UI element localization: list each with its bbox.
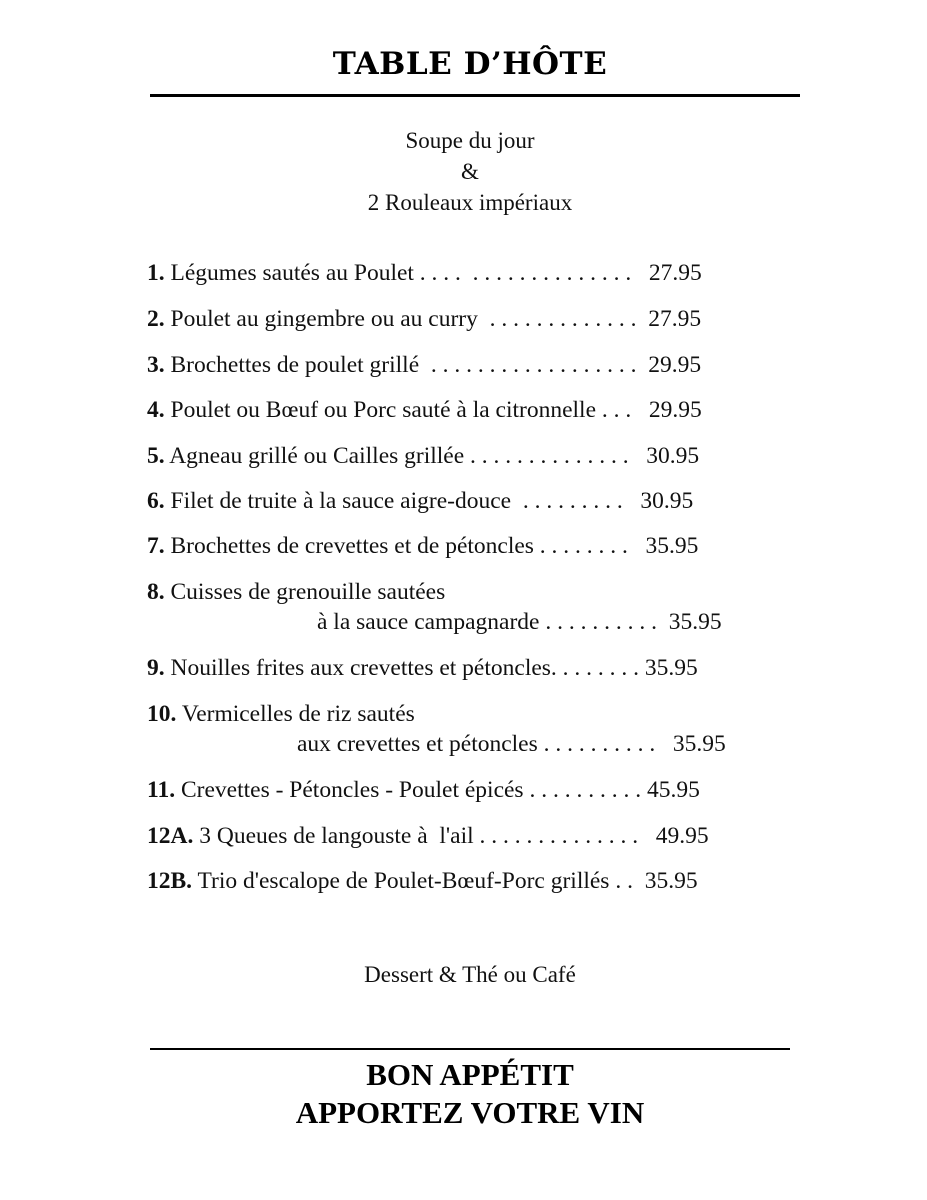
item-text: Cuisses de grenouille sautées xyxy=(164,579,446,605)
intro-rolls: 2 Rouleaux impériaux xyxy=(367,190,573,215)
item-number: 12A. xyxy=(147,823,194,849)
item-number: 8. xyxy=(147,579,165,605)
bottom-divider xyxy=(150,1048,790,1050)
item-number: 2. xyxy=(147,306,165,332)
menu-item xyxy=(147,655,698,682)
menu-item xyxy=(147,777,700,804)
item-number: 5. xyxy=(147,443,165,469)
item-text: Agneau grillé ou Cailles grillée . . . . . . . . . . . . . . 30.95 xyxy=(164,443,700,469)
intro-soup: Soupe du jour xyxy=(405,128,535,153)
item-text: Poulet ou Bœuf ou Porc sauté à la citronnelle . . . 29.95 xyxy=(164,397,702,423)
menu-title: TABLE D’HÔTE xyxy=(332,46,608,82)
item-text: Filet de truite à la sauce aigre-douce . . . . . . . . . 30.95 xyxy=(164,488,694,514)
menu-item xyxy=(147,352,701,379)
menu-item xyxy=(147,306,701,333)
item-number: 3. xyxy=(147,352,165,378)
item-continuation: à la sauce campagnarde . . . . . . . . . . 35.95 xyxy=(317,609,722,635)
item-number: 11. xyxy=(147,777,176,803)
item-number: 1. xyxy=(147,260,165,286)
item-number: 10. xyxy=(147,701,177,727)
item-text: 3 Queues de langouste à l'ail . . . . . . . . . . . . . . 49.95 xyxy=(193,823,709,849)
item-text: Légumes sautés au Poulet . . . . . . . . . . . . . . . . . . 27.95 xyxy=(164,260,702,286)
item-text: Crevettes - Pétoncles - Poulet épicés . . . . . . . . . . 45.95 xyxy=(175,777,700,803)
menu-item xyxy=(147,397,702,424)
item-continuation: aux crevettes et pétoncles . . . . . . . . . . 35.95 xyxy=(297,731,726,757)
footer-bon-appetit: BON APPÉTIT xyxy=(366,1057,574,1092)
intro-ampersand: & xyxy=(461,159,479,184)
dessert-line: Dessert & Thé ou Café xyxy=(364,962,576,987)
footer xyxy=(0,1056,927,1132)
menu-item xyxy=(147,823,709,850)
item-text: Nouilles frites aux crevettes et pétoncles. . . . . . . . 35.95 xyxy=(164,655,698,681)
footer-bring-wine: APPORTEZ VOTRE VIN xyxy=(295,1095,645,1130)
item-text: Poulet au gingembre ou au curry . . . . . . . . . . . . . 27.95 xyxy=(164,306,702,332)
item-number: 4. xyxy=(147,397,165,423)
item-text: Brochettes de poulet grillé . . . . . . . . . . . . . . . . . . 29.95 xyxy=(164,352,702,378)
item-number: 6. xyxy=(147,488,165,514)
menu-item xyxy=(147,488,693,515)
menu-item xyxy=(147,260,702,287)
item-number: 12B. xyxy=(147,868,193,894)
top-divider xyxy=(150,94,800,97)
item-text: Trio d'escalope de Poulet-Bœuf-Porc grillés . . 35.95 xyxy=(192,868,698,894)
menu-item xyxy=(147,579,722,635)
item-number: 7. xyxy=(147,533,165,559)
intro-block xyxy=(0,125,927,218)
item-text: Vermicelles de riz sautés xyxy=(176,701,415,727)
item-number: 9. xyxy=(147,655,165,681)
menu-item xyxy=(147,443,699,470)
menu-item xyxy=(147,868,698,895)
menu-item xyxy=(147,701,726,757)
menu-item xyxy=(147,533,698,560)
item-text: Brochettes de crevettes et de pétoncles . . . . . . . . 35.95 xyxy=(164,533,699,559)
